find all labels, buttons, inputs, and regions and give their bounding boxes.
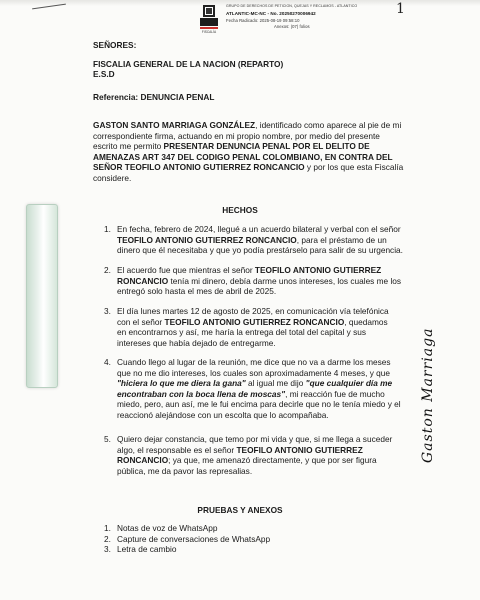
intro-line-1: GASTON SANTO MARRIAGA GONZÁLEZ, identificado como aparece al pie de mi [93,120,402,130]
hecho-4-line-5: miedo, pero, aun así, me le fui encima para decirle que no le tenía miedo y el [117,399,401,410]
complainant-name: GASTON SANTO MARRIAGA GONZÁLEZ [93,120,256,130]
referencia-line [93,92,214,103]
hecho-1-number: 1. [104,224,111,234]
stamp-anexos: Anexos: (07) folios [274,24,310,29]
logo-text: FISCALÍA [201,30,217,34]
hecho-1-line-3: dinero que él necesitaba y que yo podía prestárselo para salir de su urgencia. [117,245,403,256]
hecho-3-line-1: El día lunes martes 12 de agosto de 2025, en comunicación vía telefónica [117,306,389,316]
prueba-1-number: 1. [104,523,111,533]
handwritten-page-number: 1 [396,1,405,17]
intro-line-2: correspondiente firma, actuando en mi propio nombre, por medio del presente [93,130,380,141]
hecho-1-line-1: En fecha, febrero de 2024, llegué a un acuerdo bilateral y verbal con el señor [117,224,401,234]
hecho-3-line-4: intereses que había dejado de entregarme. [117,337,276,348]
intro-line-4: AMENAZAS ART 347 DEL CODIGO PENAL COLOMBIANO, EN CONTRA DEL [93,151,393,162]
hecho-4-line-2: que no me dio intereses, los cuales son aproximadamente 4 meses, y que [117,367,391,378]
stamp-office: GRUPO DE DERECHOS DE PETICION, QUEJAS Y RECLAMOS - ATLANTICO [226,4,358,8]
hecho-3-number: 3. [104,306,111,316]
esd-label: E.S.D [93,69,115,79]
handwritten-signature [412,215,442,465]
hecho-4-line-6: reaccionó alejándose con un escolta que lo acompañaba. [117,410,329,420]
fiscalia-logo-icon [196,4,222,34]
fiscalia-recipient: FISCALIA GENERAL DE LA NACION (REPARTO) [93,59,284,69]
hecho-5-line-3: RONCANCIO; ya que, me amenazó directamente, y que por ser figura [117,455,377,466]
referencia-value: DENUNCIA PENAL [140,92,215,102]
hecho-5-line-2: algo, el responsable es el señor TEOFILO ANTONIO GUTIERREZ [117,444,363,455]
pruebas-heading: PRUEBAS Y ANEXOS [197,505,283,515]
hecho-5-line-4: pública, me da pavor las represalias. [117,465,253,476]
hecho-2-line-2: RONCANCIO tenía mi dinero, debía darme unos intereses, los cuales me los [117,275,402,286]
hecho-1-line-2: TEOFILO ANTONIO GUTIERREZ RONCANCIO, para el préstamo de un [117,234,387,245]
intro-line-5: SEÑOR TEOFILO ANTONIO GUTIERREZ RONCANCIO y por los que esta Fiscalía [93,162,404,173]
hecho-5-number: 5. [104,434,111,444]
hecho-2-number: 2. [104,265,111,275]
referencia-label: Referencia: [93,92,139,102]
intro-line-3: escrito me permito PRESENTAR DENUNCIA PENAL POR EL DELITO DE [93,141,370,152]
signature-text: Gaston Marriaga [420,327,436,463]
hecho-5-line-1: Quiero dejar constancia, que temo por mi vida y que, si me llega a suceder [117,434,393,444]
intro-line-6: considere. [93,173,132,183]
hecho-3-line-2: con el señor TEOFILO ANTONIO GUTIERREZ RONCANCIO, quedamos [117,316,388,327]
hecho-3-line-3: en encontrarnos y así, me haría la entrega del total del capital y sus [117,327,367,338]
stamp-fecha: Fecha Radicado: 2025-08-19 09:58:10 [226,18,300,23]
reception-stamp [196,4,364,34]
hecho-2-line-1: El acuerdo fue que mientras el señor TEOFILO ANTONIO GUTIERREZ [117,265,382,275]
prueba-2-text: Capture de conversaciones de WhatsApp [117,533,271,544]
senores-label: SEÑORES: [93,40,137,50]
prueba-3-number: 3. [104,544,111,555]
prueba-1-text: Notas de voz de WhatsApp [117,523,218,533]
hecho-4-line-1: Cuando llego al lugar de la reunión, me dice que no va a darme los meses [117,357,391,367]
tape-strip [26,204,58,388]
hecho-4-number: 4. [104,357,111,367]
prueba-3-text: Letra de cambio [117,544,177,555]
hecho-4-line-3: "hiciera lo que me diera la gana" al igual me dijo "que cualquier día me [117,378,393,389]
hecho-4-line-4: encontraban con la boca llena de moscas", mi reacción fue de mucho [117,388,385,399]
prueba-2-number: 2. [104,533,111,544]
hechos-heading: HECHOS [222,205,258,215]
stamp-radicado: ATLANTIC-MC-NC - No. 20250270006942 [226,11,316,16]
hecho-2-line-3: entregó solo hasta el mes de abril de 2025. [117,286,277,297]
